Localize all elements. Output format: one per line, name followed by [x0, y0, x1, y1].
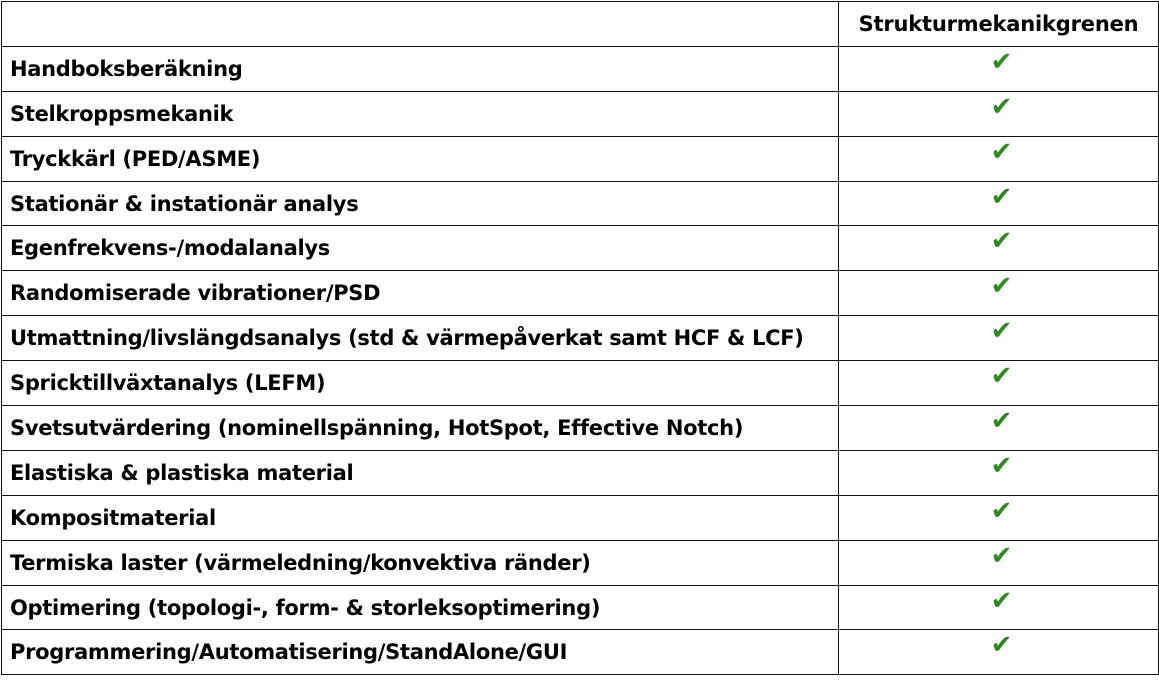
row-label: Stelkroppsmekanik — [2, 91, 839, 136]
row-label: Elastiska & plastiska material — [2, 450, 839, 495]
table-row — [2, 630, 1159, 675]
table-row — [2, 540, 1159, 585]
row-label: Egenfrekvens-/modalanalys — [2, 226, 839, 271]
row-label: Handboksberäkning — [2, 46, 839, 91]
check-mark-icon: ✔ — [990, 585, 1013, 616]
check-mark-icon: ✔ — [990, 226, 1013, 257]
check-cell — [839, 495, 1159, 540]
row-label: Tryckkärl (PED/ASME) — [2, 136, 839, 181]
column-header-strukturmekanikgrenen: Strukturmekanikgrenen — [839, 2, 1159, 47]
check-cell — [839, 226, 1159, 271]
check-mark-icon: ✔ — [990, 450, 1013, 481]
check-cell — [839, 450, 1159, 495]
check-cell — [839, 316, 1159, 361]
check-mark-icon: ✔ — [990, 406, 1013, 437]
check-cell — [839, 630, 1159, 675]
table-row — [2, 136, 1159, 181]
check-cell — [839, 271, 1159, 316]
check-mark-icon: ✔ — [990, 91, 1013, 122]
row-label: Stationär & instationär analys — [2, 181, 839, 226]
table-row — [2, 46, 1159, 91]
table-row — [2, 91, 1159, 136]
check-cell — [839, 361, 1159, 406]
check-mark-icon: ✔ — [990, 271, 1013, 302]
row-label: Optimering (topologi-, form- & storleksoptimering) — [2, 585, 839, 630]
table-row — [2, 271, 1159, 316]
check-mark-icon: ✔ — [990, 136, 1013, 167]
check-cell — [839, 406, 1159, 451]
check-mark-icon: ✔ — [990, 540, 1013, 571]
check-cell — [839, 136, 1159, 181]
table-row — [2, 361, 1159, 406]
row-label: Spricktillväxtanalys (LEFM) — [2, 361, 839, 406]
row-label: Termiska laster (värmeledning/konvektiva ränder) — [2, 540, 839, 585]
capabilities-table — [1, 1, 1159, 675]
row-label: Svetsutvärdering (nominellspänning, HotSpot, Effective Notch) — [2, 406, 839, 451]
check-mark-icon: ✔ — [990, 181, 1013, 212]
check-mark-icon: ✔ — [990, 495, 1013, 526]
header-row — [2, 2, 1159, 47]
table-row — [2, 585, 1159, 630]
check-mark-icon: ✔ — [990, 46, 1013, 77]
check-mark-icon: ✔ — [990, 630, 1013, 661]
row-label: Kompositmaterial — [2, 495, 839, 540]
row-label: Utmattning/livslängdsanalys (std & värmepåverkat samt HCF & LCF) — [2, 316, 839, 361]
check-mark-icon: ✔ — [990, 316, 1013, 347]
table-row — [2, 226, 1159, 271]
check-cell — [839, 181, 1159, 226]
check-cell — [839, 540, 1159, 585]
row-label-header — [2, 2, 839, 47]
table-row — [2, 406, 1159, 451]
check-cell — [839, 91, 1159, 136]
table-row — [2, 450, 1159, 495]
check-cell — [839, 46, 1159, 91]
table-row — [2, 495, 1159, 540]
table-row — [2, 316, 1159, 361]
check-cell — [839, 585, 1159, 630]
check-mark-icon: ✔ — [990, 361, 1013, 392]
table-row — [2, 181, 1159, 226]
row-label: Programmering/Automatisering/StandAlone/GUI — [2, 630, 839, 675]
row-label: Randomiserade vibrationer/PSD — [2, 271, 839, 316]
table-body — [2, 46, 1159, 674]
